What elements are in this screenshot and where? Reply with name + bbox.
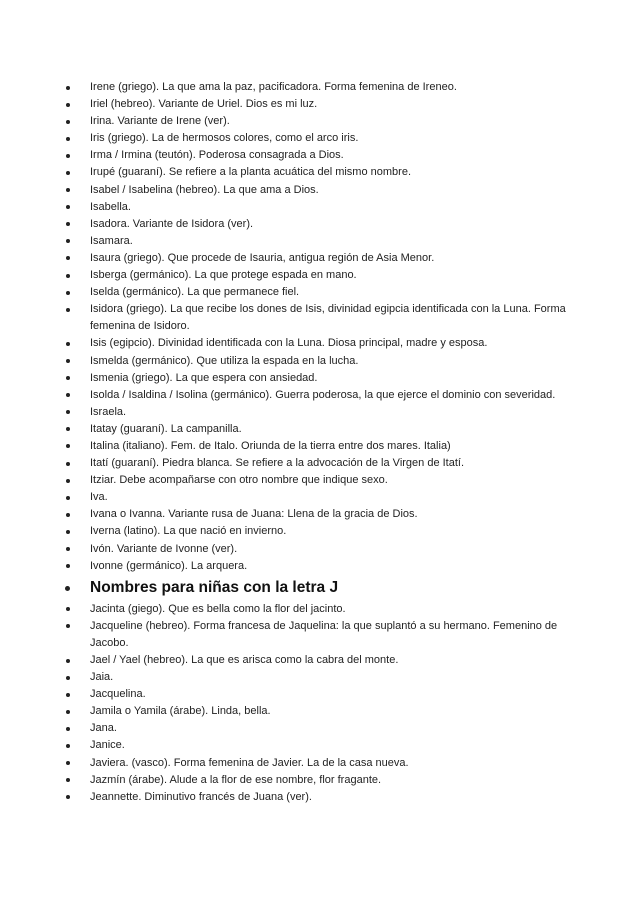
list-item: Itatí (guaraní). Piedra blanca. Se refiere a la advocación de la Virgen de Itatí. xyxy=(64,455,584,472)
list-item: Janice. xyxy=(64,737,584,754)
list-item: Isabella. xyxy=(64,199,584,216)
list-item: Jacinta (giego). Que es bella como la flor del jacinto. xyxy=(64,601,584,618)
list-item: Iriel (hebreo). Variante de Uriel. Dios es mi luz. xyxy=(64,96,584,113)
list-item: Italina (italiano). Fem. de Italo. Oriunda de la tierra entre dos mares. Italia) xyxy=(64,438,584,455)
list-item: Ivana o Ivanna. Variante rusa de Juana: Llena de la gracia de Dios. xyxy=(64,506,584,523)
list-item: Ismelda (germánico). Que utiliza la espada en la lucha. xyxy=(64,353,584,370)
list-item: Javiera. (vasco). Forma femenina de Javier. La de la casa nueva. xyxy=(64,755,584,772)
section-heading-j: Nombres para niñas con la letra J xyxy=(64,576,584,600)
list-item: Iverna (latino). La que nació en invierno. xyxy=(64,523,584,540)
list-item: Iris (griego). La de hermosos colores, como el arco iris. xyxy=(64,130,584,147)
names-list xyxy=(64,79,584,806)
list-item: Jaia. xyxy=(64,669,584,686)
list-item: Jeannette. Diminutivo francés de Juana (ver). xyxy=(64,789,584,806)
list-item: Israela. xyxy=(64,404,584,421)
list-item: Jazmín (árabe). Alude a la flor de ese nombre, flor fragante. xyxy=(64,772,584,789)
list-item: Irina. Variante de Irene (ver). xyxy=(64,113,584,130)
list-item: Isadora. Variante de Isidora (ver). xyxy=(64,216,584,233)
list-item: Isis (egipcio). Divinidad identificada con la Luna. Diosa principal, madre y esposa. xyxy=(64,335,584,352)
list-item: Jael / Yael (hebreo). La que es arisca como la cabra del monte. xyxy=(64,652,584,669)
list-item: Jacqueline (hebreo). Forma francesa de Jaquelina: la que suplantó a su hermano. Femenino de Jacobo. xyxy=(64,618,584,652)
list-item: Itziar. Debe acompañarse con otro nombre que indique sexo. xyxy=(64,472,584,489)
list-item: Ivón. Variante de Ivonne (ver). xyxy=(64,541,584,558)
list-item: Isabel / Isabelina (hebreo). La que ama a Dios. xyxy=(64,182,584,199)
list-item: Iva. xyxy=(64,489,584,506)
list-item: Ivonne (germánico). La arquera. xyxy=(64,558,584,575)
list-item: Itatay (guaraní). La campanilla. xyxy=(64,421,584,438)
list-item: Isamara. xyxy=(64,233,584,250)
list-item: Jana. xyxy=(64,720,584,737)
list-item: Isaura (griego). Que procede de Isauria, antigua región de Asia Menor. xyxy=(64,250,584,267)
list-item: Ismenia (griego). La que espera con ansiedad. xyxy=(64,370,584,387)
list-item: Irma / Irmina (teutón). Poderosa consagrada a Dios. xyxy=(64,147,584,164)
list-item: Irene (griego). La que ama la paz, pacificadora. Forma femenina de Ireneo. xyxy=(64,79,584,96)
list-item: Irupé (guaraní). Se refiere a la planta acuática del mismo nombre. xyxy=(64,164,584,181)
list-item: Jacquelina. xyxy=(64,686,584,703)
list-item: Isidora (griego). La que recibe los dones de Isis, divinidad egipcia identificada con la Luna. Forma femenina de Isidoro. xyxy=(64,301,584,335)
list-item: Iselda (germánico). La que permanece fiel. xyxy=(64,284,584,301)
list-item: Isolda / Isaldina / Isolina (germánico). Guerra poderosa, la que ejerce el dominio con severidad. xyxy=(64,387,584,404)
list-item: Jamila o Yamila (árabe). Linda, bella. xyxy=(64,703,584,720)
list-item: Isberga (germánico). La que protege espada en mano. xyxy=(64,267,584,284)
